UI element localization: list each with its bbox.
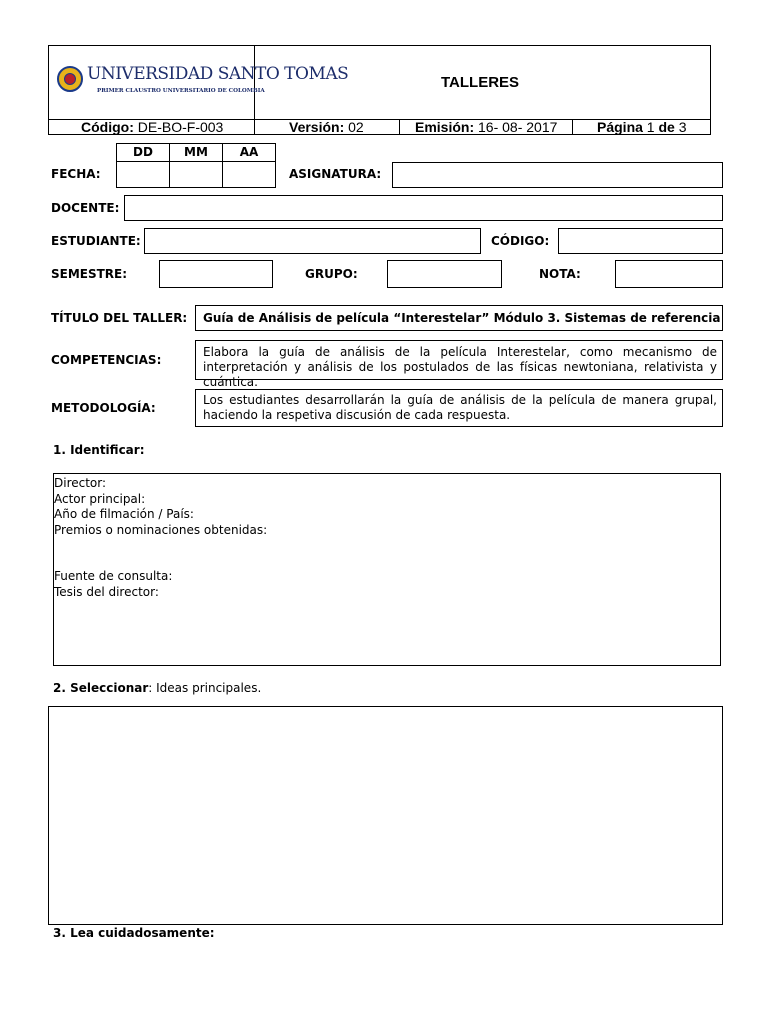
nota-label: NOTA: [539,267,581,281]
metodologia-value: Los estudiantes desarrollarán la guía de análisis de la película de manera grupal, haciendo la respetiva discusión de cada respuesta. [203,393,717,422]
identificar-line: Premios o nominaciones obtenidas: [54,522,268,537]
university-logo [55,64,349,104]
codigo-label: CÓDIGO: [491,234,550,248]
competencias-label: COMPETENCIAS: [51,353,162,367]
version-cell: Versión: 02 [289,119,364,135]
emision-cell: Emisión: 16- 08- 2017 [415,119,558,135]
identificar-line [54,538,267,554]
semestre-label: SEMESTRE: [51,267,128,281]
document-header-table [48,45,711,135]
pagina-cell: Página 1 de 3 [597,119,687,135]
section-2-box[interactable] [48,706,723,925]
section-1-box[interactable] [53,473,721,666]
competencias-box [195,340,723,389]
identificar-line: Director: [54,476,107,490]
competencias-value: Elabora la guía de análisis de la película Interestelar, como mecanismo de interpretación y análisis de los postulados de las físicas newtoniana, relativista y cuántica. [203,345,717,389]
grupo-label: GRUPO: [305,267,358,281]
document-title: TALLERES [441,74,520,91]
docente-label: DOCENTE: [51,201,120,215]
docente-field[interactable] [124,195,723,221]
estudiante-label: ESTUDIANTE: [51,234,141,248]
semestre-field[interactable] [159,260,273,288]
estudiante-field[interactable] [144,228,481,254]
identificar-line [54,554,267,570]
identificar-line: Fuente de consulta: [54,569,173,583]
date-month-field[interactable] [169,161,223,188]
grupo-field[interactable] [387,260,502,288]
date-day-field[interactable] [116,161,170,188]
date-header-dd: DD [116,143,170,162]
header-divider [572,119,573,135]
titulo-value: Guía de Análisis de película “Interestelar” Módulo 3. Sistemas de referencia [203,311,721,325]
identificar-line: Tesis del director: [54,584,159,599]
asignatura-label: ASIGNATURA: [289,167,382,181]
titulo-box [195,305,723,331]
metodologia-label: METODOLOGÍA: [51,401,156,415]
fecha-label: FECHA: [51,167,101,181]
logo-subtitle: PRIMER CLAUSTRO UNIVERSITARIO DE COLOMBIA [97,88,265,94]
university-seal-icon [57,66,83,92]
section-2-title: 2. Seleccionar: Ideas principales. [53,681,262,695]
section-1-title: 1. Identificar: [53,443,145,457]
metodologia-box [195,389,723,427]
date-header-mm: MM [169,143,223,162]
identificar-line: Año de filmación / País: [54,507,194,521]
section-1-lines [54,476,267,600]
date-year-field[interactable] [222,161,276,188]
section-3-title: 3. Lea cuidadosamente: [53,926,215,940]
logo-title: UNIVERSIDAD SANTO TOMAS [87,64,349,84]
header-divider [399,119,400,135]
header-divider [254,119,255,135]
codigo-cell: Código: DE-BO-F-003 [81,119,224,135]
titulo-label: TÍTULO DEL TALLER: [51,311,188,325]
asignatura-field[interactable] [392,162,723,188]
date-header-aa: AA [222,143,276,162]
nota-field[interactable] [615,260,723,288]
identificar-line: Actor principal: [54,491,146,506]
codigo-field[interactable] [558,228,723,254]
